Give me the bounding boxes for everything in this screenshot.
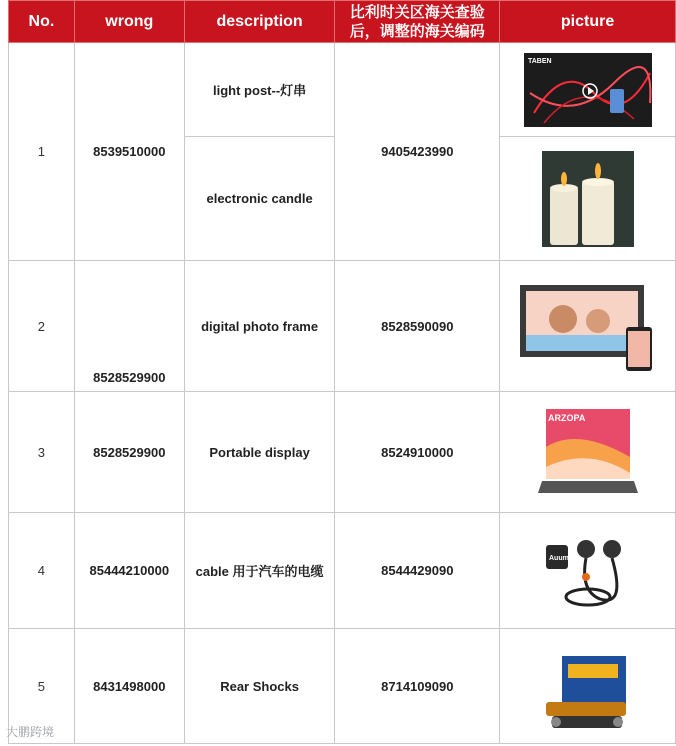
description: Rear Shocks — [184, 629, 335, 744]
header-picture: picture — [500, 1, 676, 43]
brand-label: ARZOPA — [547, 413, 585, 423]
table-row — [9, 43, 676, 137]
wrong-code: 8528529900 — [74, 392, 184, 513]
header-description: description — [184, 1, 335, 43]
watermark: 大鹏跨境 — [6, 725, 55, 739]
header-row — [9, 1, 676, 43]
picture-cell — [500, 392, 676, 513]
header-no: No. — [9, 1, 75, 43]
brand-label: Auum — [548, 554, 569, 562]
portable-display-image — [538, 407, 638, 497]
light-string-image — [524, 53, 652, 127]
picture-cell — [500, 629, 676, 744]
adjusted-code: 8544429090 — [335, 513, 500, 629]
wrong-code-cell — [74, 261, 184, 392]
wrong-code: 8528529900 — [93, 370, 166, 385]
row-number: 2 — [9, 261, 75, 392]
adjusted-code: 9405423990 — [335, 43, 500, 261]
picture-cell — [500, 513, 676, 629]
description: Portable display — [184, 392, 335, 513]
row-number: 4 — [9, 513, 75, 629]
adjusted-code: 8714109090 — [335, 629, 500, 744]
ev-cable-image — [540, 521, 636, 621]
brand-label: TABEN — [527, 57, 552, 65]
header-adjusted-code: 比利时关区海关查验后，调整的海关编码 — [335, 1, 500, 43]
description: digital photo frame — [184, 261, 335, 392]
description: light post--灯串 — [184, 43, 335, 137]
description: cable 用于汽车的电缆 — [184, 513, 335, 629]
header-wrong: wrong — [74, 1, 184, 43]
row-number: 1 — [9, 43, 75, 261]
row-number: 3 — [9, 392, 75, 513]
wrong-code: 8539510000 — [74, 43, 184, 261]
picture-cell — [500, 43, 676, 137]
picture-cell — [500, 261, 676, 392]
rear-shocks-image — [542, 636, 634, 736]
table-row — [9, 261, 676, 392]
picture-cell — [500, 137, 676, 261]
row-number: 5 — [9, 629, 75, 744]
wrong-code: 8431498000 — [74, 629, 184, 744]
adjusted-code: 8524910000 — [335, 392, 500, 513]
table-row — [9, 392, 676, 513]
adjusted-code: 8528590090 — [335, 261, 500, 392]
candle-image — [542, 151, 634, 247]
table-row — [9, 629, 676, 744]
wrong-code: 85444210000 — [74, 513, 184, 629]
description: electronic candle — [184, 137, 335, 261]
table-row — [9, 513, 676, 629]
customs-table — [8, 0, 676, 744]
photo-frame-image — [518, 277, 658, 375]
